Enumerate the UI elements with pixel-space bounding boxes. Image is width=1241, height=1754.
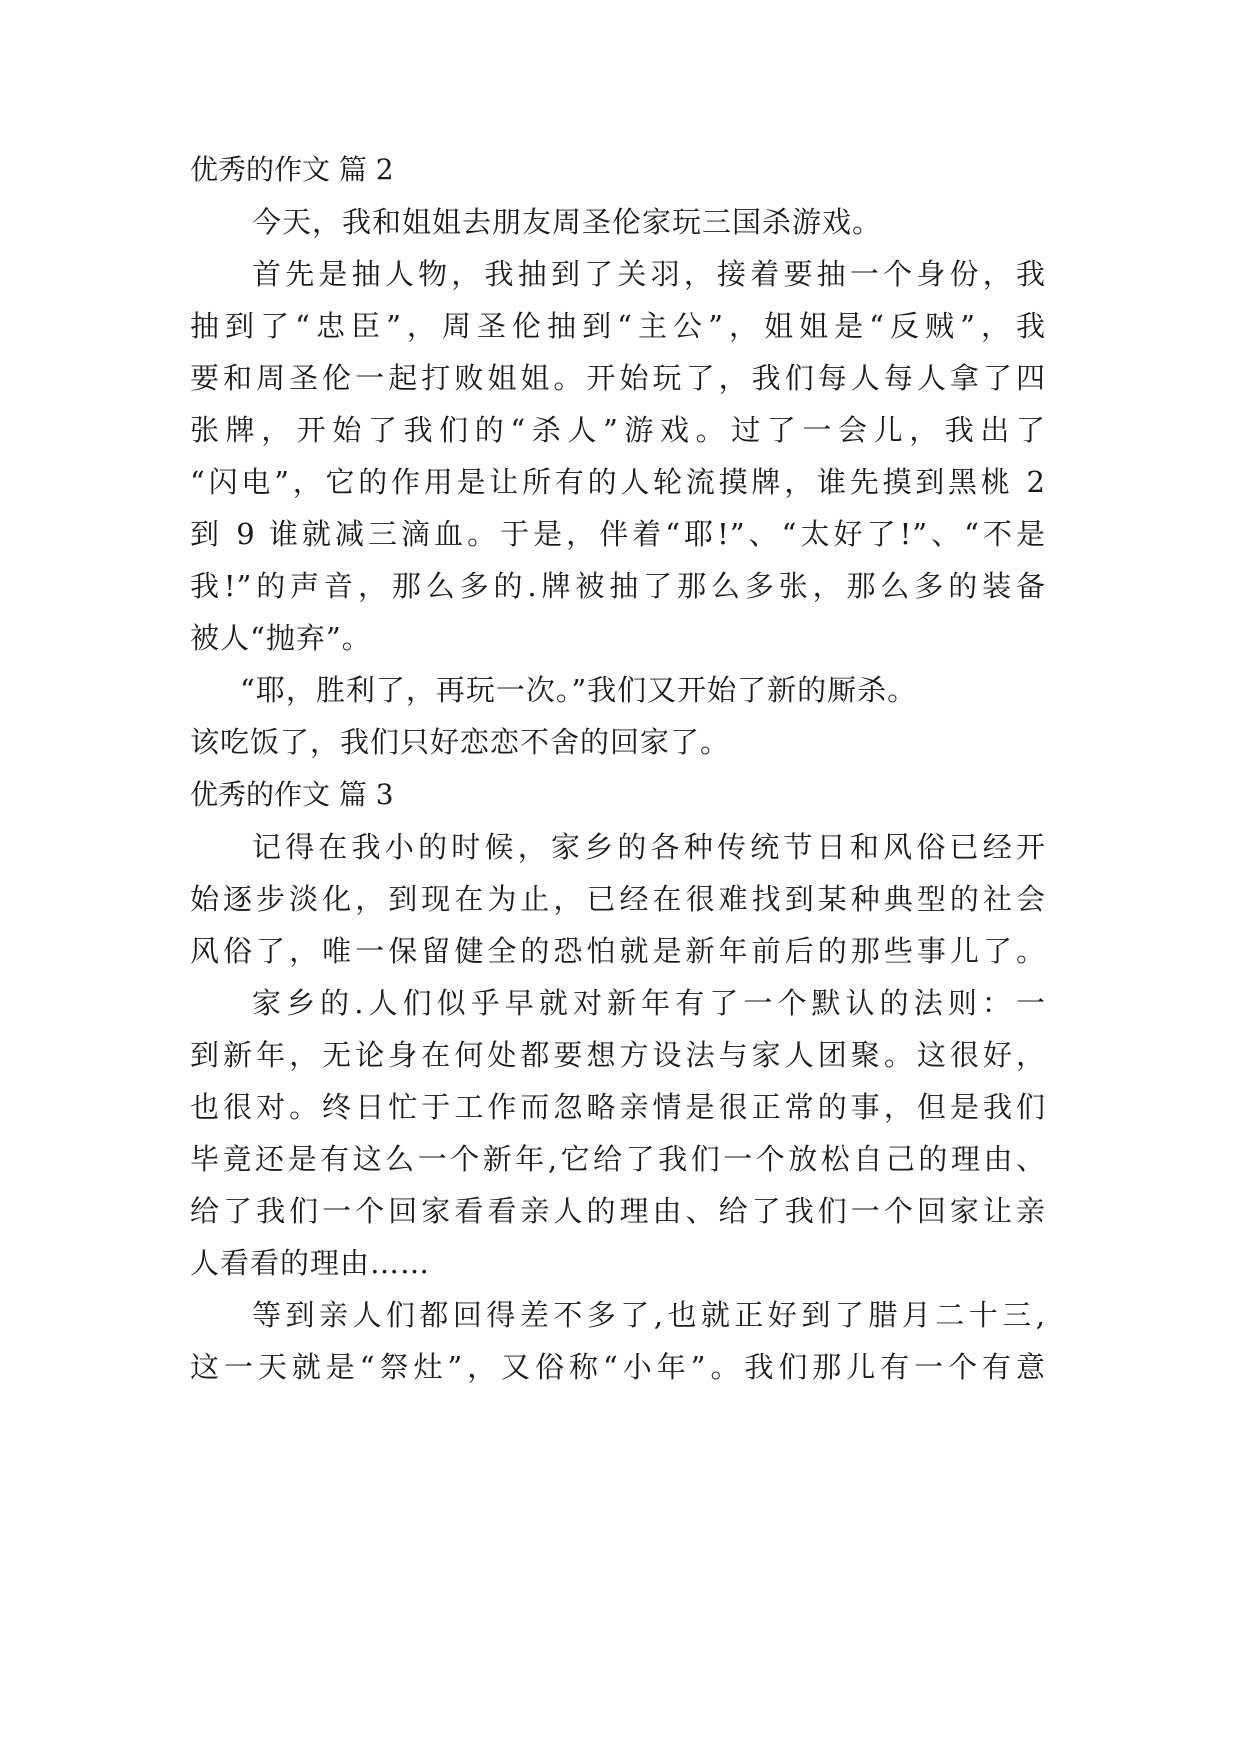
paragraph-line: 我!”的声音，那么多的.牌被抽了那么多张，那么多的装备 [190, 569, 1046, 603]
paragraph-line: “闪电”，它的作用是让所有的人轮流摸牌，谁先摸到黑桃 2 [190, 465, 1046, 499]
paragraph-line: 今天，我和姐姐去朋友周圣伦家玩三国杀游戏。 [252, 205, 883, 239]
paragraph-line: 该吃饭了，我们只好恋恋不舍的回家了。 [190, 725, 731, 759]
paragraph-line: 家乡的.人们似乎早就对新年有了一个默认的法则：一 [252, 986, 1046, 1020]
paragraph-line: 人看看的理由…… [190, 1246, 431, 1280]
paragraph-line: 张牌，开始了我们的“杀人”游戏。过了一会儿，我出了 [190, 413, 1046, 447]
essay-heading: 优秀的作文 篇 3 [190, 778, 394, 811]
paragraph-line: 抽到了“忠臣”，周圣伦抽到“主公”，姐姐是“反贼”，我 [190, 309, 1046, 343]
paragraph-line: 风俗了，唯一保留健全的恐怕就是新年前后的那些事儿了。 [190, 934, 1046, 968]
paragraph-line: 要和周圣伦一起打败姐姐。开始玩了，我们每人每人拿了四 [190, 361, 1046, 395]
paragraph-line: 记得在我小的时候，家乡的各种传统节日和风俗已经开 [252, 830, 1046, 864]
paragraph-line: 给了我们一个回家看看亲人的理由、给了我们一个回家让亲 [190, 1194, 1046, 1228]
paragraph-line: “耶，胜利了，再玩一次。”我们又开始了新的厮杀。 [240, 673, 918, 707]
paragraph-line: 到新年，无论身在何处都要想方设法与家人团聚。这很好， [190, 1038, 1046, 1072]
paragraph-line: 首先是抽人物，我抽到了关羽，接着要抽一个身份，我 [252, 257, 1046, 291]
paragraph-line: 等到亲人们都回得差不多了,也就正好到了腊月二十三, [252, 1298, 1046, 1332]
paragraph-line: 也很对。终日忙于工作而忽略亲情是很正常的事，但是我们 [190, 1090, 1046, 1124]
paragraph-line: 始逐步淡化，到现在为止，已经在很难找到某种典型的社会 [190, 882, 1046, 916]
paragraph-line: 这一天就是“祭灶”，又俗称“小年”。我们那儿有一个有意 [190, 1350, 1046, 1384]
essay-heading: 优秀的作文 篇 2 [190, 153, 394, 186]
paragraph-line: 毕竟还是有这么一个新年,它给了我们一个放松自己的理由、 [190, 1142, 1046, 1176]
paragraph-line: 被人“抛弃”。 [190, 621, 372, 655]
paragraph-line: 到 9 谁就减三滴血。于是，伴着“耶!”、“太好了!”、“不是 [190, 517, 1046, 551]
